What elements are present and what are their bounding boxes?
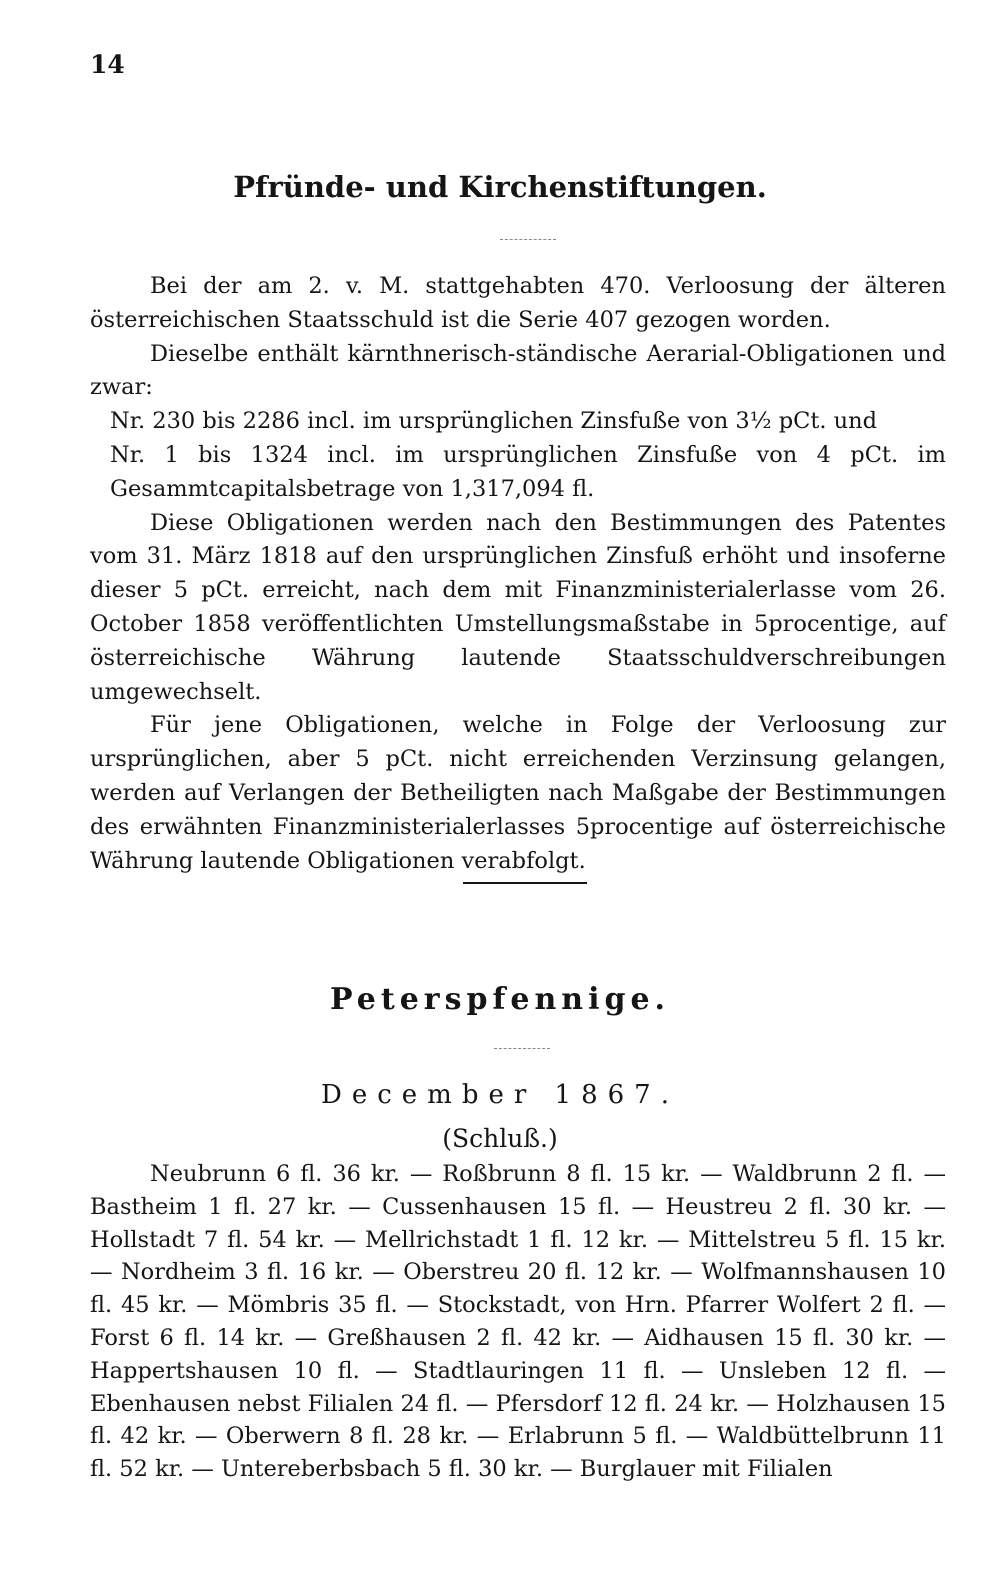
- paragraph: Nr. 230 bis 2286 incl. im ursprünglichen Zinsfuße von 3½ pCt. und: [110, 408, 878, 435]
- section-title-peterspfennige: Peterspfennige.: [330, 982, 670, 1017]
- page-number: 14: [90, 50, 125, 79]
- paragraph: Für jene Obligationen, welche in Folge der Verloosung zur ursprünglichen, aber 5 pCt. nicht erreichenden Verzinsung gelangen, werden auf Verlangen der Betheiligten nach Maßgabe der Bestimmungen des erwähnten Finanzministerialerlasses 5procentige auf österreichische Währung lautende Obligationen verabfolgt.: [90, 712, 946, 874]
- section-subtitle-date: December 1867.: [321, 1080, 679, 1110]
- paragraph: Bei der am 2. v. M. stattgehabten 470. Verloosung der älteren österreichischen Staatsschuld ist die Serie 407 gezogen worden.: [90, 273, 946, 333]
- section-divider-rule: [463, 882, 587, 884]
- section-note: (Schluß.): [442, 1124, 558, 1153]
- ornament-divider: [500, 239, 556, 240]
- section-body-pfruende: [90, 270, 946, 878]
- donation-list-text: Neubrunn 6 fl. 36 kr. — Roßbrunn 8 fl. 15 kr. — Waldbrunn 2 fl. — Bastheim 1 fl. 27 kr. — Cussenhausen 15 fl. — Heustreu 2 fl. 30 kr. — Hollstadt 7 fl. 54 kr. — Mellrichstadt 1 fl. 12 kr. — Mittelstreu 5 fl. 15 kr. — Nordheim 3 fl. 16 kr. — Oberstreu 20 fl. 12 kr. — Wolfmannshausen 10 fl. 45 kr. — Mömbris 35 fl. — Stockstadt, von Hrn. Pfarrer Wolfert 2 fl. — Forst 6 fl. 14 kr. — Greßhausen 2 fl. 42 kr. — Aidhausen 15 fl. 30 kr. — Happertshausen 10 fl. — Stadtlauringen 11 fl. — Unsleben 12 fl. — Ebenhausen nebst Filialen 24 fl. — Pfersdorf 12 fl. 24 kr. — Holzhausen 15 fl. 42 kr. — Oberwern 8 fl. 28 kr. — Erlabrunn 5 fl. — Waldbüttelbrunn 11 fl. 52 kr. — Untereberbsbach 5 fl. 30 kr. — Burglauer mit Filialen: [90, 1161, 946, 1483]
- section-title-pfruende: Pfründe- und Kirchenstiftungen.: [233, 170, 767, 204]
- ornament-divider: [494, 1048, 550, 1049]
- section-body-peterspfennige: [90, 1158, 946, 1486]
- paragraph: Nr. 1 bis 1324 incl. im ursprünglichen Zinsfuße von 4 pCt. im Gesammtcapitalsbetrage von 1,317,094 fl.: [110, 441, 946, 502]
- paragraph: Diese Obligationen werden nach den Bestimmungen des Patentes vom 31. März 1818 auf den ursprünglichen Zinsfuß erhöht und insoferne dieser 5 pCt. erreicht, nach dem mit Finanzministerialerlasse vom 26. October 1858 veröffentlichten Umstellungsmaßstabe in 5procentige, auf österreichische Währung lautende Staatsschuldverschreibungen umgewechselt.: [90, 509, 946, 705]
- paragraph: Dieselbe enthält kärnthnerisch-ständische Aerarial-Obligationen und zwar:: [90, 340, 946, 401]
